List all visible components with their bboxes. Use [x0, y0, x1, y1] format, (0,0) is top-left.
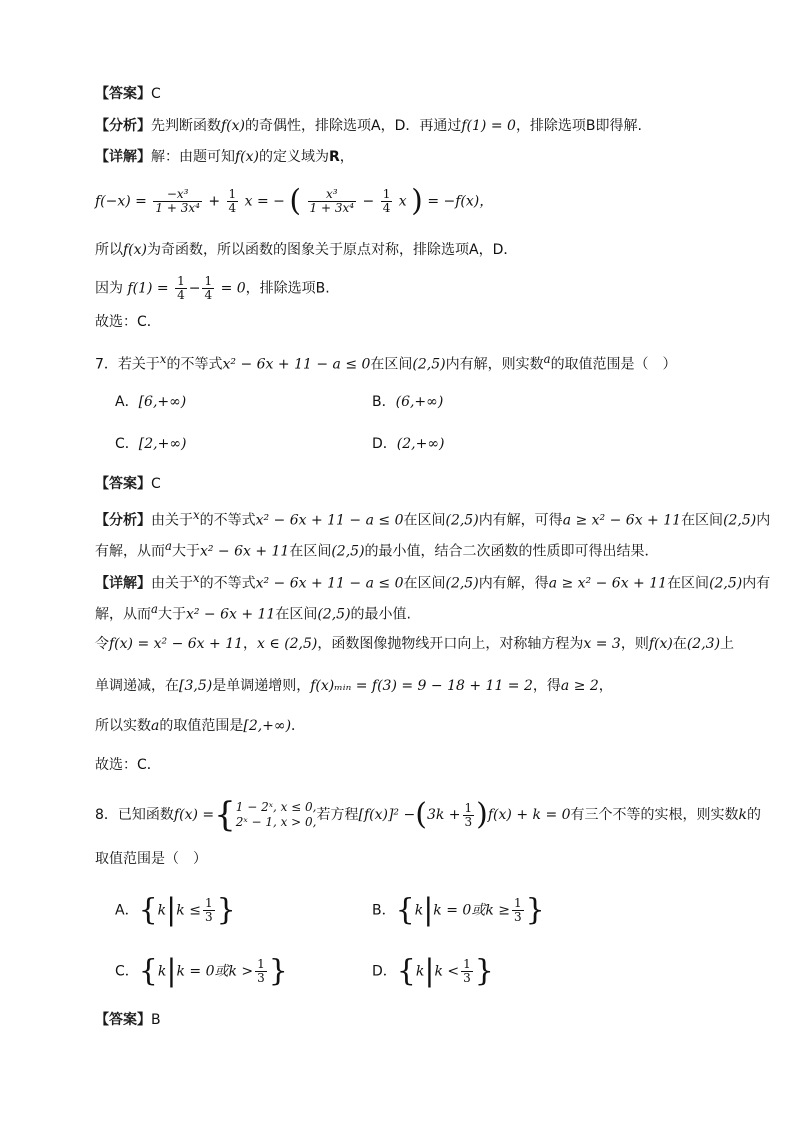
math: f(x)	[235, 149, 260, 165]
bar: |	[166, 953, 177, 989]
math: a ≥ x² − 6x + 11	[548, 575, 668, 592]
math: x² − 6x + 11 − a ≤ 0	[222, 356, 371, 373]
math: k	[738, 807, 748, 823]
math: k	[415, 963, 425, 980]
text: 的不等式	[166, 356, 223, 373]
fraction	[308, 188, 357, 215]
math: f(x)	[123, 242, 148, 258]
option-label: D．	[372, 436, 397, 452]
text: 在区间	[403, 512, 446, 529]
q8-option-b[interactable]	[372, 892, 545, 928]
piece-1: 1 − 2ˣ, x ≤ 0,	[235, 800, 317, 814]
numerator: −x³	[153, 188, 202, 202]
q6-answer-line	[95, 84, 161, 104]
text: 有解，从而	[95, 543, 165, 560]
text: 是单调递增则，	[212, 678, 311, 694]
denominator: 3	[257, 971, 265, 985]
text: 所以	[95, 242, 123, 258]
fraction	[153, 188, 202, 215]
math: x² − 6x + 11	[185, 606, 276, 623]
bar: |	[423, 892, 434, 928]
brace: }	[268, 953, 288, 989]
text: ，则	[620, 636, 649, 652]
q8-option-d[interactable]	[372, 953, 494, 989]
math: (2,5)	[709, 575, 743, 592]
brace: }	[525, 892, 545, 928]
text: 因为	[95, 280, 123, 297]
denominator: 3	[463, 971, 471, 985]
text: 的定义域为	[259, 149, 330, 165]
option-label: C．	[115, 436, 139, 452]
fraction	[202, 275, 214, 302]
q7-analysis-1	[95, 505, 770, 531]
q7-option-d[interactable]	[372, 434, 444, 454]
math: [3,5)	[179, 678, 213, 694]
q6-choose: 故选：C．	[95, 314, 161, 330]
q7-option-a[interactable]	[115, 392, 186, 412]
math: x	[193, 571, 200, 585]
option-label: B．	[372, 394, 396, 410]
analysis-tag: 【分析】	[95, 118, 151, 134]
math: x² − 6x + 11 − a ≤ 0	[255, 512, 404, 529]
math: x ∈ (2,5)	[257, 636, 318, 652]
text: 的	[747, 807, 762, 823]
q6-analysis-line	[95, 116, 642, 136]
math: k ≤	[176, 902, 201, 919]
operator: −	[188, 280, 201, 297]
text: ．	[291, 718, 306, 734]
text: 的不等式	[199, 575, 256, 592]
denominator: 4	[228, 201, 237, 215]
text: 由关于	[151, 512, 193, 529]
math: a ≥ 2	[560, 678, 599, 694]
answer-value: B	[151, 1012, 161, 1028]
q7-option-b[interactable]	[372, 392, 443, 412]
text: ，得	[532, 678, 561, 694]
text: 大于	[157, 606, 186, 623]
text: 解：由题可知	[151, 149, 235, 165]
text: 内有解，则实数	[445, 356, 544, 373]
text: 内有	[742, 575, 771, 592]
numerator: 1	[463, 957, 471, 971]
q8-stem-1	[95, 795, 762, 835]
answer-value: C	[151, 476, 161, 492]
text: 由关于	[151, 575, 193, 592]
text: ，排除选项B即得解.	[515, 118, 642, 134]
math: (2,5)	[445, 575, 479, 592]
text: 有三个不等的实根，则实数	[570, 807, 739, 823]
fraction	[381, 188, 393, 215]
math: (2,5)	[412, 356, 446, 373]
text: 若方程	[316, 807, 359, 823]
math: k	[414, 902, 424, 919]
math: x = 3	[583, 636, 621, 652]
answer-tag: 【答案】	[95, 86, 151, 102]
paren: (	[289, 183, 302, 219]
math: k	[157, 963, 167, 980]
math: R	[329, 149, 340, 165]
piece-2: 2ˣ − 1, x > 0,	[235, 815, 317, 829]
text: 的最小值.	[350, 606, 411, 623]
option-value: (6,+∞)	[395, 394, 444, 410]
math: = 0	[220, 280, 246, 297]
numerator: 1	[204, 896, 213, 910]
bar: |	[424, 953, 435, 989]
text: 先判断函数	[151, 118, 221, 134]
text: 大于	[171, 543, 200, 560]
q6-equation	[95, 183, 494, 219]
math: k = 0或k ≥	[433, 902, 510, 919]
option-value: [6,+∞)	[138, 394, 187, 410]
math: x = −	[244, 193, 285, 210]
brace: }	[474, 953, 494, 989]
option-value: [2,+∞)	[138, 436, 187, 452]
q7-detail-3	[95, 634, 734, 654]
numerator: 1	[464, 800, 473, 815]
q8-option-a[interactable]	[115, 892, 236, 928]
text: ，	[598, 678, 613, 694]
answer-tag: 【答案】	[95, 1012, 151, 1028]
q7-stem	[95, 349, 677, 375]
text: 为奇函数，所以函数的图象关于原点对称，排除选项A，D．	[147, 242, 518, 258]
answer-tag: 【答案】	[95, 476, 151, 492]
denominator: 3	[513, 910, 522, 924]
math: a ≥ x² − 6x + 11	[562, 512, 682, 529]
fraction	[255, 958, 267, 985]
text: 在	[672, 636, 687, 652]
analysis-tag: 【分析】	[95, 512, 151, 529]
math: f(−x) =	[95, 193, 147, 210]
bar: |	[166, 892, 177, 928]
numerator: 1	[228, 187, 237, 201]
text: 在区间	[289, 543, 332, 560]
fraction	[461, 958, 473, 985]
q7-analysis-2	[95, 536, 659, 562]
brace: {	[395, 892, 415, 928]
text: 解，从而	[95, 606, 151, 623]
math: x	[159, 352, 167, 366]
text: 上	[720, 636, 735, 652]
piecewise	[236, 800, 317, 830]
q6-so-line	[95, 240, 517, 260]
math: k = 0或k >	[176, 963, 254, 980]
text: 的奇偶性，排除选项A，D．再通过	[245, 118, 462, 134]
denominator: 4	[382, 201, 391, 215]
math: f(1) = 0	[461, 118, 516, 134]
math: 3k +	[426, 807, 461, 823]
text: 单调递减，在	[95, 678, 179, 694]
text: ，	[339, 149, 354, 165]
text: 所以实数	[95, 718, 151, 734]
brace: {	[396, 953, 416, 989]
option-value: (2,+∞)	[396, 436, 445, 452]
text: 在区间	[681, 512, 724, 529]
option-label: B．	[372, 902, 396, 919]
text: 内有解，得	[478, 575, 549, 592]
text: 的不等式	[199, 512, 256, 529]
math: x	[398, 193, 407, 210]
fraction	[175, 275, 187, 302]
math: (2,3)	[686, 636, 721, 652]
fraction	[512, 897, 524, 924]
q7-detail-1	[95, 568, 770, 594]
q7-detail-2	[95, 599, 411, 625]
paren: )	[411, 183, 423, 219]
math: (2,5)	[445, 512, 479, 529]
math: a	[165, 539, 172, 553]
text: 的最小值，结合二次函数的性质即可得出结果．	[364, 543, 659, 560]
math: a	[151, 718, 160, 734]
math: [2,+∞)	[243, 718, 292, 734]
text: 令	[95, 636, 109, 652]
numerator: 1	[382, 187, 391, 201]
option-label: C．	[115, 963, 139, 980]
detail-tag: 【详解】	[95, 575, 151, 592]
math: f(1) =	[127, 280, 169, 297]
q8-answer-line	[95, 1010, 161, 1030]
text: 在区间	[275, 606, 318, 623]
numerator: 1	[204, 274, 213, 288]
option-label: A．	[115, 902, 139, 919]
q7-detail-4	[95, 676, 613, 696]
option-label: A．	[115, 394, 139, 410]
math: x	[193, 508, 200, 522]
fraction	[463, 802, 475, 829]
math: k <	[434, 963, 460, 980]
text: ，函数图像抛物线开口向上，对称轴方程为	[317, 636, 584, 652]
text: 在区间	[667, 575, 710, 592]
q6-because-line	[95, 275, 330, 302]
option-label: D．	[372, 963, 397, 980]
denominator: 4	[177, 288, 185, 302]
paren: (	[415, 797, 427, 832]
text: 的取值范围是	[159, 718, 244, 734]
q7-detail-5	[95, 716, 305, 736]
denominator: 1 + 3x⁴	[155, 201, 200, 215]
denominator: 3	[464, 814, 473, 829]
math: (2,5)	[317, 606, 351, 623]
q8-option-c[interactable]	[115, 953, 288, 989]
detail-tag: 【详解】	[95, 149, 151, 165]
math: f(x)	[221, 118, 246, 134]
numerator: x³	[308, 188, 357, 202]
text: ，	[243, 636, 258, 652]
fraction	[203, 897, 215, 924]
operator: −	[362, 193, 375, 210]
math: a	[543, 352, 551, 366]
text: ，排除选项B.	[245, 280, 330, 297]
numerator: 1	[177, 274, 185, 288]
brace: {	[214, 795, 236, 835]
brace: }	[216, 892, 236, 928]
denominator: 1 + 3x⁴	[309, 201, 355, 215]
math: (2,5)	[723, 512, 757, 529]
q7-choose: 故选：C．	[95, 757, 161, 773]
q7-answer-line	[95, 474, 161, 494]
text: 在区间	[403, 575, 446, 592]
denominator: 4	[204, 288, 213, 302]
q6-detail-line	[95, 147, 354, 167]
fraction	[227, 188, 239, 215]
paren: )	[476, 797, 488, 832]
math: f(x)ₘᵢₙ = f(3) = 9 − 18 + 11 = 2	[310, 678, 533, 694]
math: a	[151, 602, 158, 616]
denominator: 3	[204, 910, 213, 924]
operator: +	[208, 193, 221, 210]
math: f(x) = x² − 6x + 11	[109, 636, 244, 652]
text: 8．已知函数	[95, 807, 174, 823]
q8-stem-2: 取值范围是（ ）	[95, 851, 207, 867]
text: 内	[756, 512, 771, 529]
text: 的取值范围是（ ）	[550, 356, 677, 373]
math: [f(x)]² −	[358, 807, 416, 823]
text: 在区间	[370, 356, 413, 373]
math: f(x) + k = 0	[487, 807, 571, 823]
brace: {	[138, 953, 158, 989]
math: f(x) =	[173, 807, 215, 823]
q7-option-c[interactable]	[115, 434, 186, 454]
text: 7．若关于	[95, 356, 160, 373]
math: x² − 6x + 11 − a ≤ 0	[255, 575, 404, 592]
math: = −f(x)，	[427, 193, 494, 210]
text: 内有解，可得	[478, 512, 563, 529]
numerator: 1	[257, 957, 265, 971]
math: (2,5)	[331, 543, 365, 560]
numerator: 1	[513, 896, 522, 910]
answer-value: C	[151, 86, 161, 102]
math: f(x)	[648, 636, 673, 652]
math: x² − 6x + 11	[199, 543, 290, 560]
math: k	[157, 902, 167, 919]
brace: {	[138, 892, 158, 928]
